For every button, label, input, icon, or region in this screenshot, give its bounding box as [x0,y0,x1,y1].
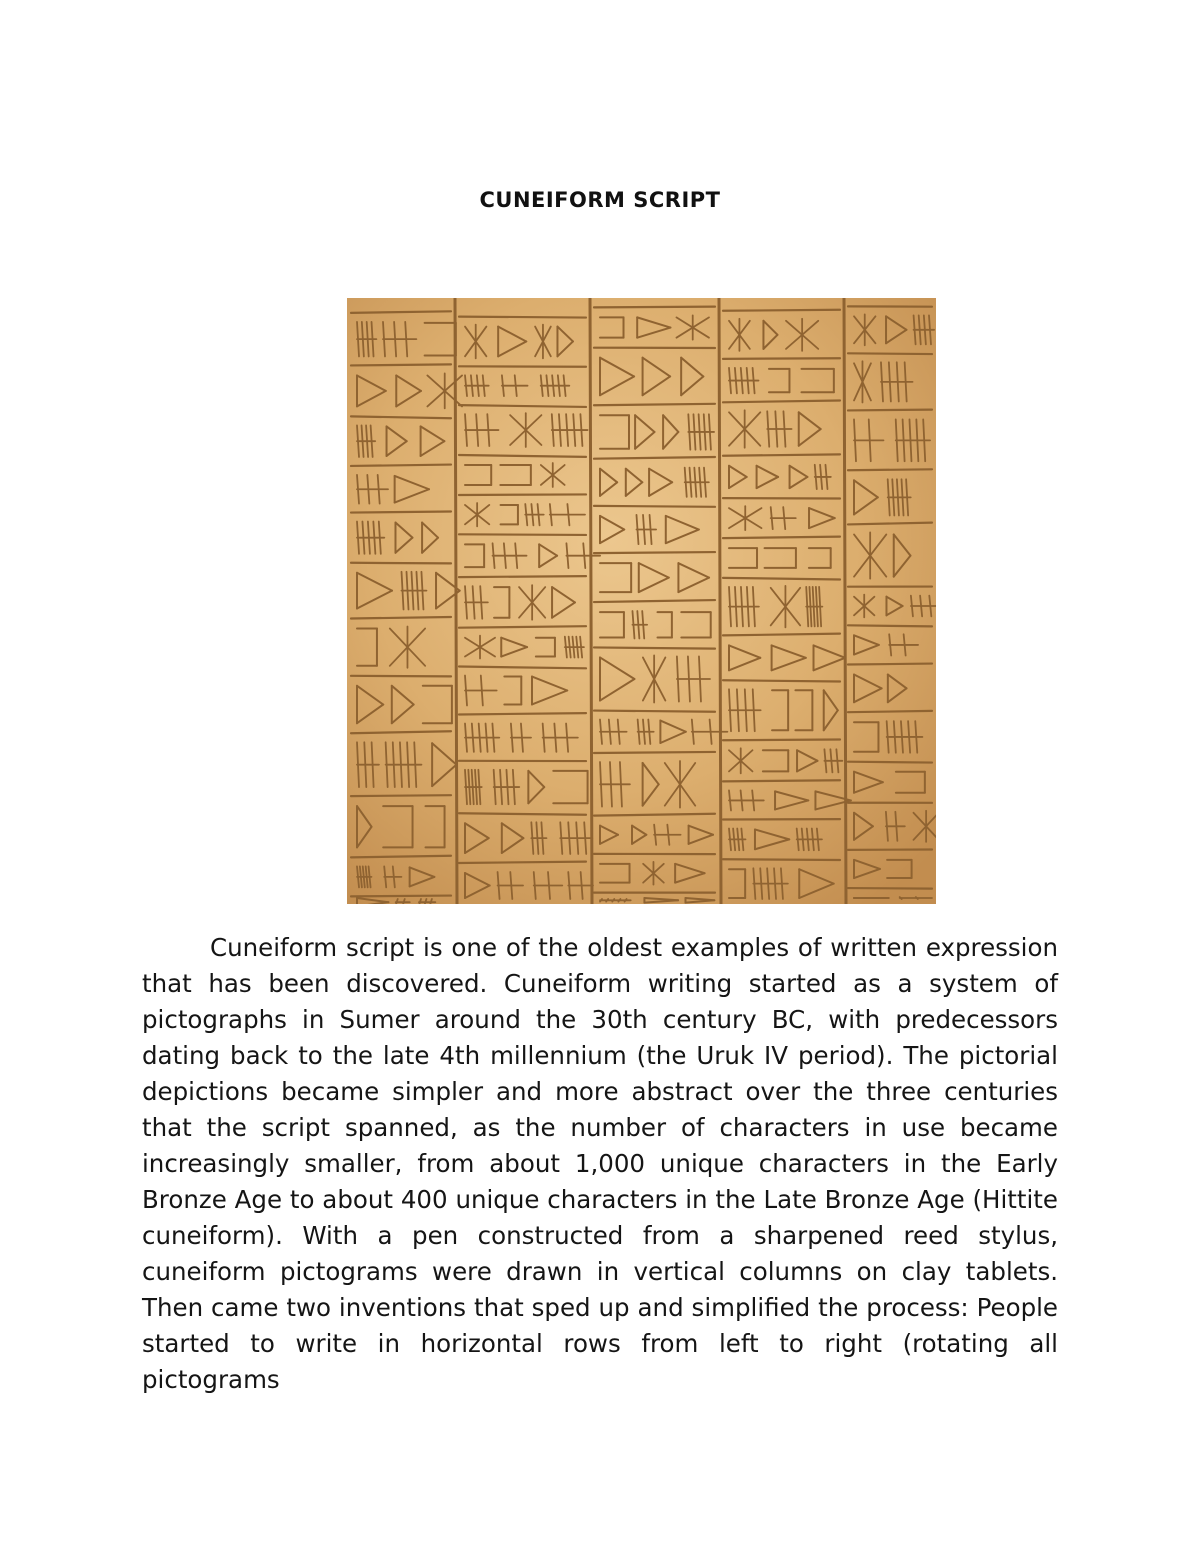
page-title: CUNEIFORM SCRIPT [479,188,721,212]
cuneiform-tablet-image [347,298,936,904]
body-paragraph: Cuneiform script is one of the oldest examples of written expression that has been discovered. Cuneiform writing started as a system of pictographs in Sumer around the 30th century BC, with predecessors dating back to the late 4th millennium (the Uruk IV period). The pictorial depictions became simpler and more abstract over the three centuries that the script spanned, as the number of characters in use became increasingly smaller, from about 1,000 unique characters in the Early Bronze Age to about 400 unique characters in the Late Bronze Age (Hittite cuneiform). With a pen constructed from a sharpened reed stylus, cuneiform pictograms were drawn in vertical columns on clay tablets. Then came two inventions that sped up and simplified the process: People started to write in horizontal rows from left to right (rotating all pictograms [142,933,1058,1394]
